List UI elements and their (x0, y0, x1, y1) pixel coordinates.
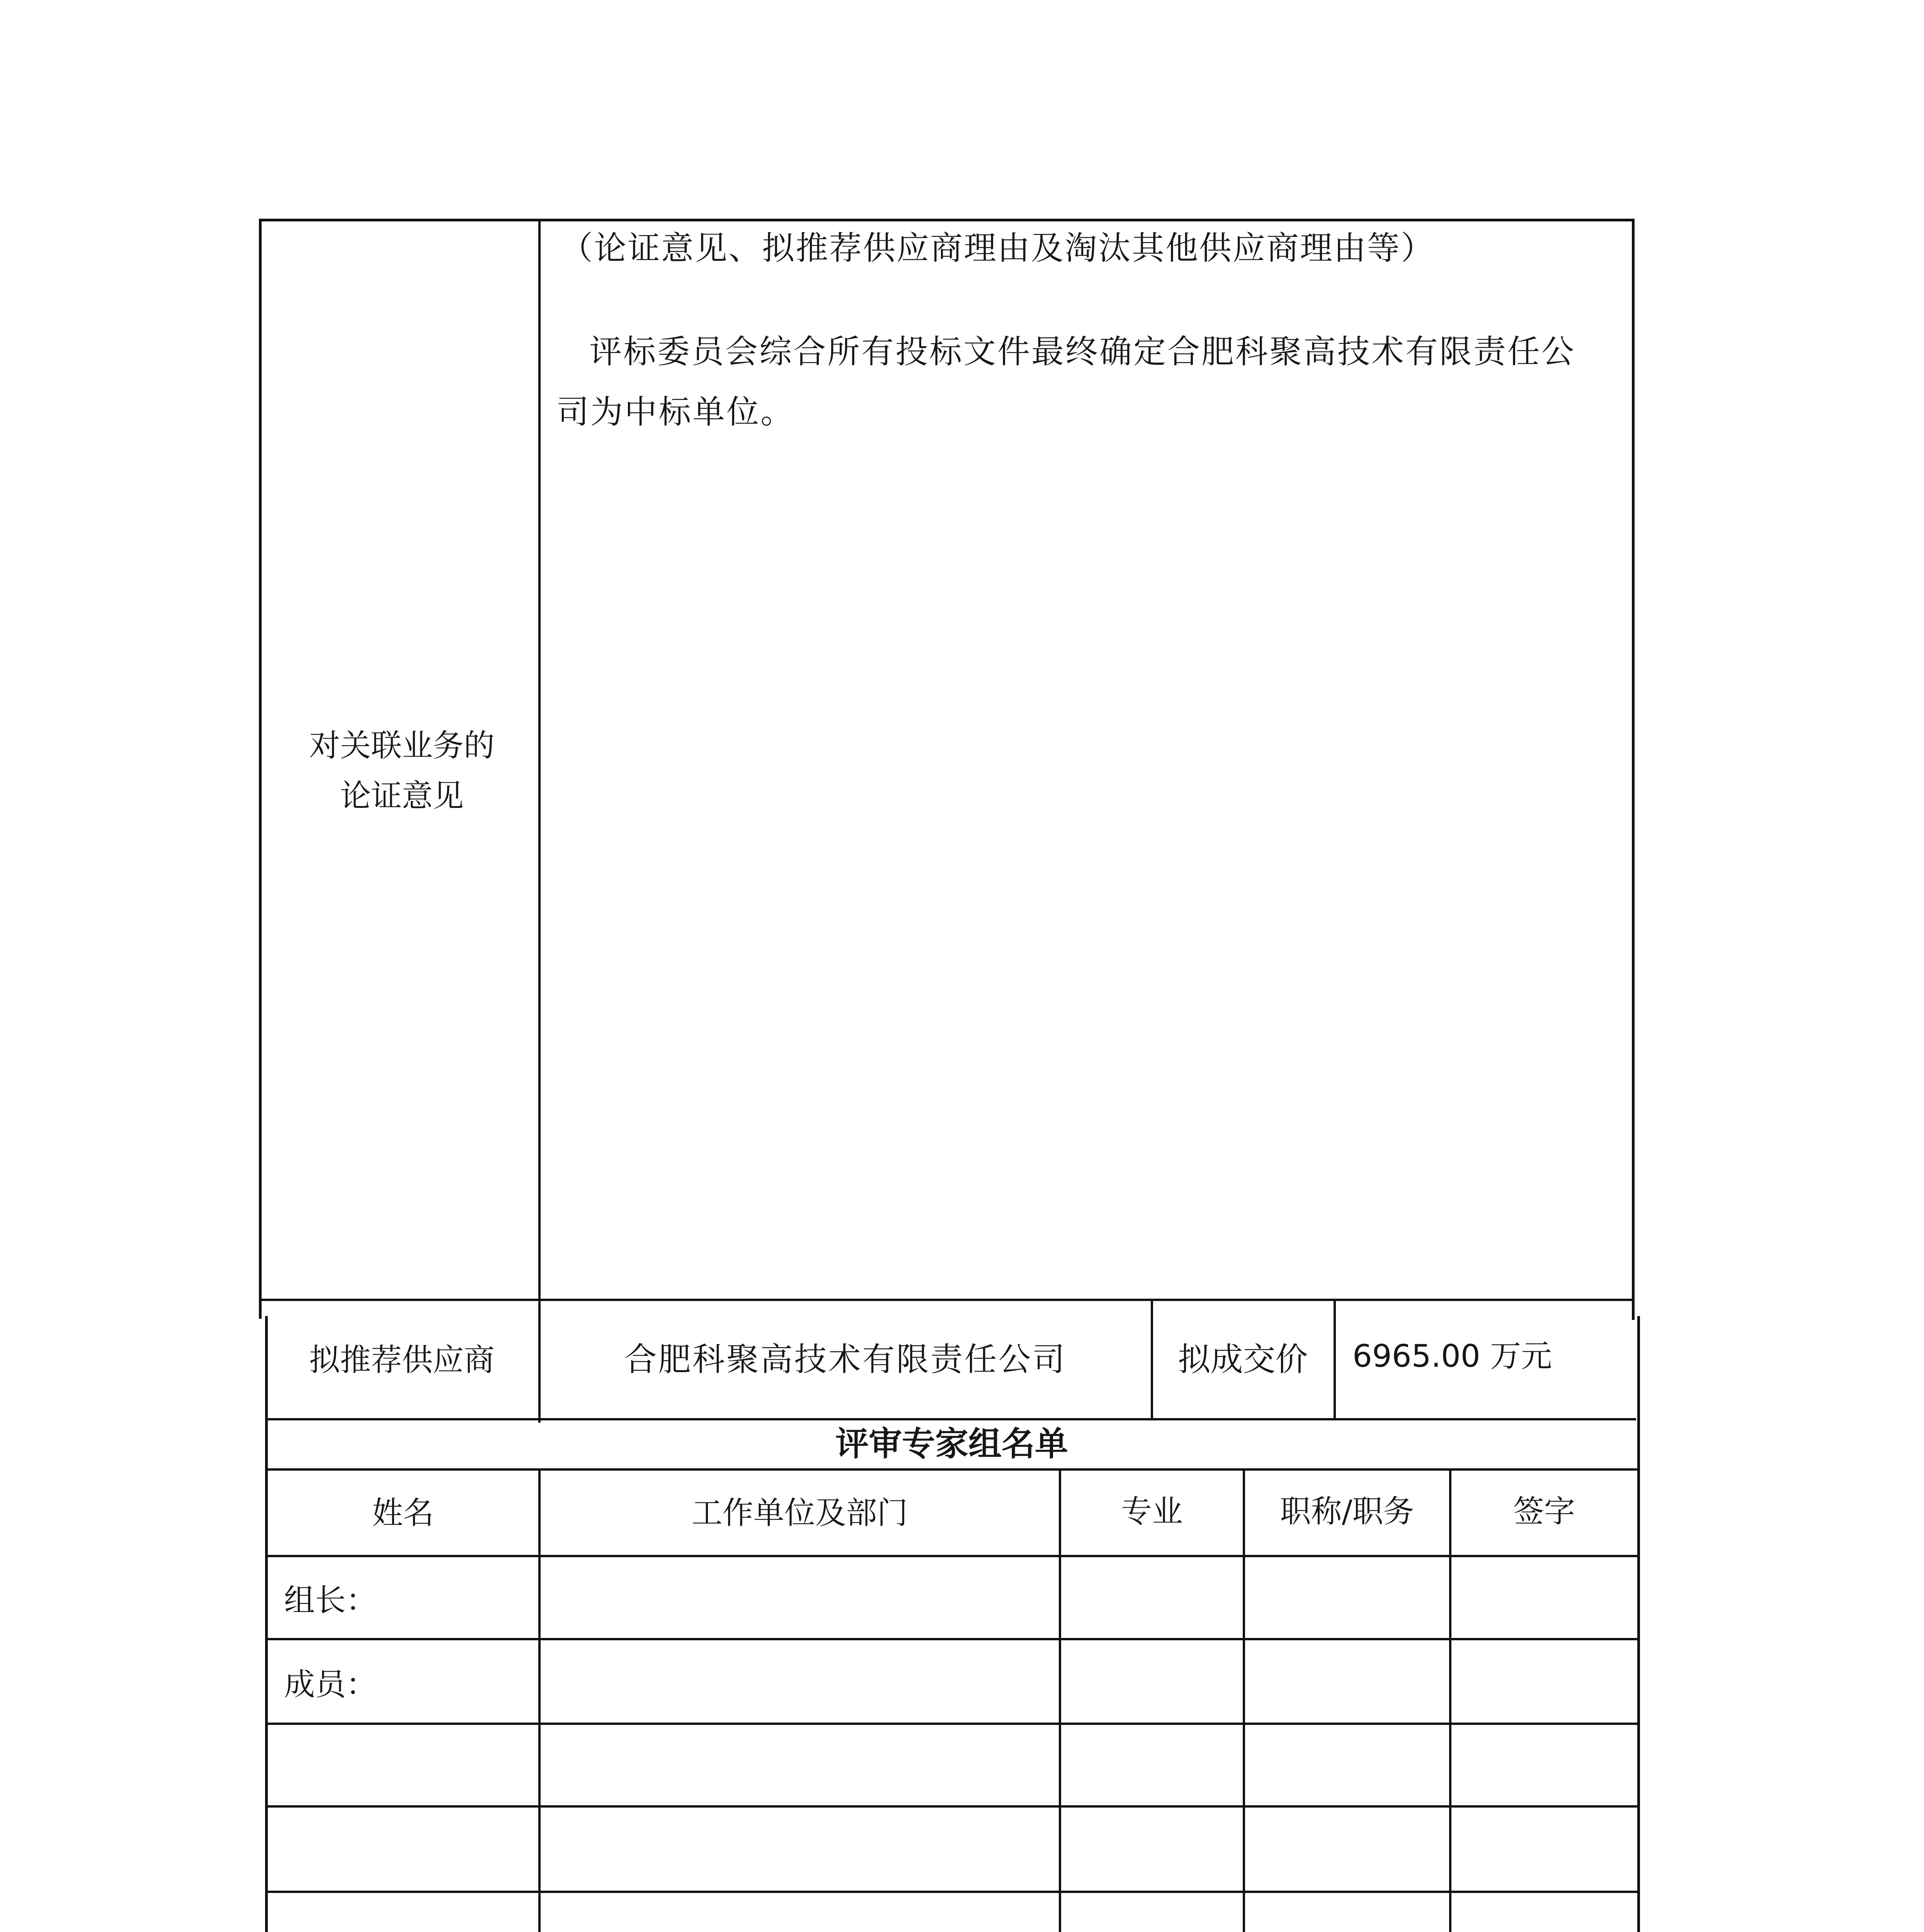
table-border-right-upper (1632, 219, 1635, 1320)
expert-row-leader: 组长： (284, 1582, 377, 1618)
price-label: 拟成交价 (1178, 1340, 1308, 1378)
expert-header-organization: 工作单位及部门 (691, 1495, 908, 1531)
expert-row-rule-3 (265, 1723, 1638, 1725)
expert-col-divider-3 (1243, 1468, 1245, 1932)
supplier-label: 拟推荐供应商 (309, 1342, 495, 1378)
supplier-name: 合肥科聚高技术有限责任公司 (624, 1340, 1067, 1378)
expert-col-divider-4 (1449, 1468, 1451, 1932)
label-column-divider-top (538, 219, 541, 1423)
expert-header-specialty: 专业 (1121, 1493, 1183, 1529)
expert-row-rule-4 (265, 1805, 1638, 1808)
expert-row-member: 成员： (284, 1667, 377, 1702)
opinion-body-line1: 评标委员会综合所有投标文件最终确定合肥科聚高技术有限责任公 (589, 333, 1576, 371)
expert-group-title: 评审专家组名单 (835, 1425, 1068, 1463)
expert-col-divider-1 (538, 1468, 541, 1932)
price-label-divider (1334, 1299, 1336, 1420)
price-value: 6965.00 万元 (1352, 1338, 1552, 1374)
rule-below-opinion (261, 1299, 1635, 1301)
opinion-hint: （论证意见、拟推荐供应商理由及淘汰其他供应商理由等） (560, 229, 1435, 267)
expert-col-divider-2 (1059, 1468, 1061, 1932)
expert-row-rule-1 (265, 1555, 1638, 1557)
expert-header-signature: 签字 (1513, 1493, 1575, 1529)
table-border-right-lower (1637, 1316, 1640, 1932)
opinion-body-line2: 司为中标单位。 (556, 393, 795, 431)
table-border-left-upper (259, 219, 262, 1319)
table-border-left-lower (265, 1316, 268, 1932)
expert-header-title: 职称/职务 (1280, 1493, 1414, 1529)
opinion-label-line1: 对关联业务的 (309, 728, 495, 764)
rule-below-expert-title (265, 1468, 1638, 1471)
expert-row-rule-2 (265, 1638, 1638, 1640)
expert-header-name: 姓名 (372, 1495, 434, 1531)
expert-row-rule-5 (265, 1891, 1638, 1893)
table-border-top (259, 219, 1635, 221)
rule-below-supplier (265, 1418, 1636, 1420)
opinion-label-line2: 论证意见 (340, 778, 464, 814)
